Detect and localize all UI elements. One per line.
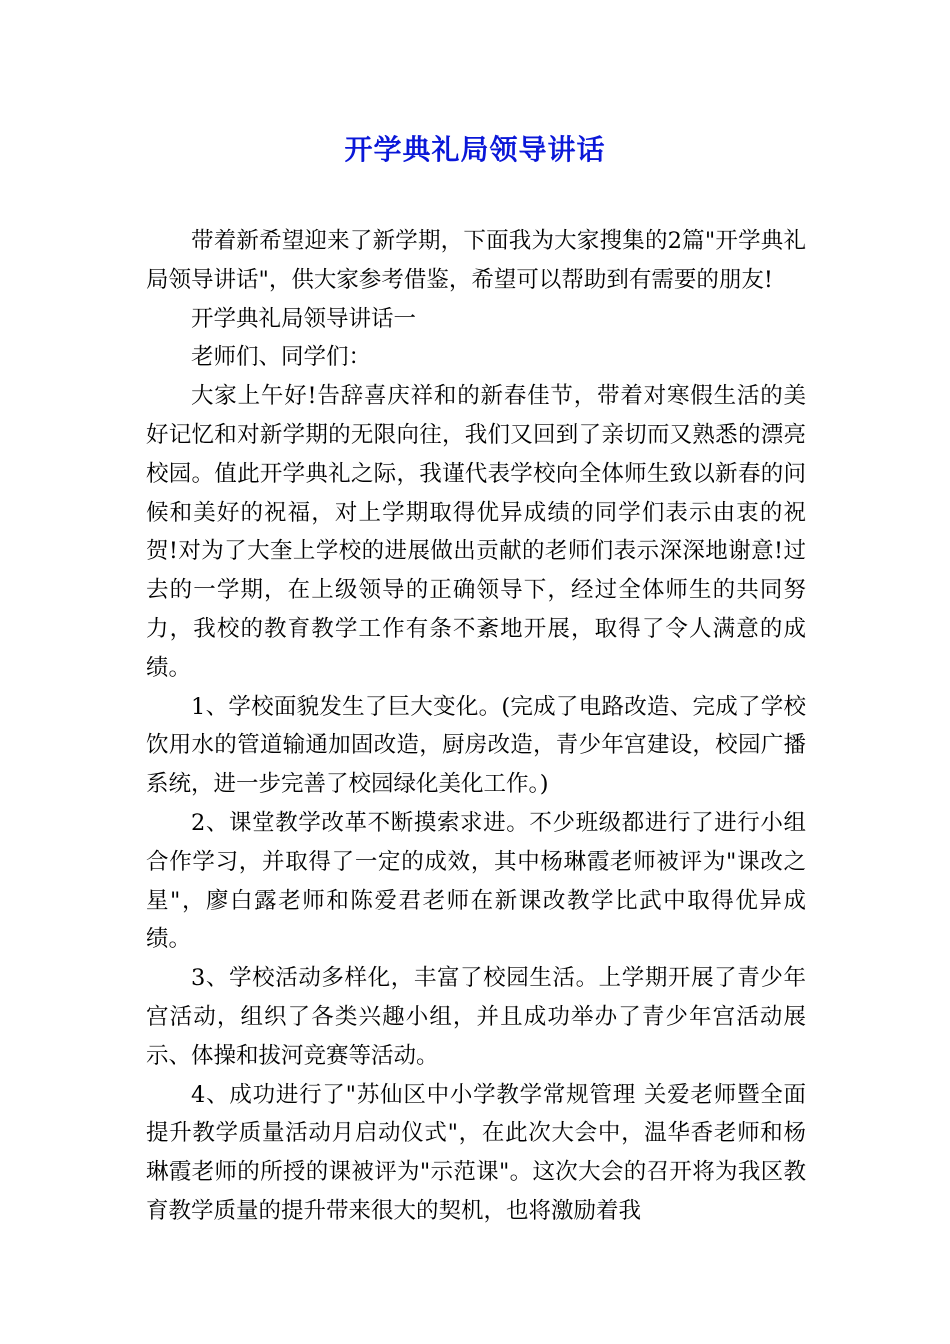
document-title: 开学典礼局领导讲话	[344, 133, 606, 166]
list-item-1: 1、学校面貌发生了巨大变化。(完成了电路改造、完成了学校饮用水的管道输通加固改造，厨房改造，青少年宫建设，校园广播系统，进一步完善了校园绿化美化工作。)	[146, 693, 806, 798]
intro-paragraph: 带着新希望迎来了新学期，下面我为大家搜集的2篇"开学典礼局领导讲话"，供大家参考借鉴，希望可以帮助到有需要的朋友!	[146, 228, 806, 293]
salutation: 老师们、同学们：	[191, 344, 372, 371]
list-item-3: 3、学校活动多样化，丰富了校园生活。上学期开展了青少年宫活动，组织了各类兴趣小组，并且成功举办了青少年宫活动展示、体操和拔河竞赛等活动。	[146, 965, 806, 1069]
list-item-2: 2、课堂教学改革不断摸索求进。不少班级都进行了进行小组合作学习，并取得了一定的成效，其中杨琳霞老师被评为"课改之星"，廖白露老师和陈爱君老师在新课改教学比武中取得优异成绩。	[146, 809, 806, 953]
document-body	[146, 222, 806, 1231]
list-item-4: 4、成功进行了"苏仙区中小学教学常规管理 关爱老师暨全面提升教学质量活动月启动仪式"，在此次大会中，温华香老师和杨琳霞老师的所授的课被评为"示范课"。这次大会的召开将为我区教育教学质量的提升带来很大的契机，也将激励着我	[146, 1081, 806, 1224]
section-heading: 开学典礼局领导讲话一	[191, 305, 417, 332]
body-paragraph: 大家上午好!告辞喜庆祥和的新春佳节，带着对寒假生活的美好记忆和对新学期的无限向往，我们又回到了亲切而又熟悉的漂亮校园。值此开学典礼之际，我谨代表学校向全体师生致以新春的问候和美好的祝福，对上学期取得优异成绩的同学们表示由衷的祝贺!对为了大奎上学校的进展做出贡献的老师们表示深深地谢意!过去的一学期，在上级领导的正确领导下，经过全体师生的共同努力，我校的教育教学工作有条不紊地开展，取得了令人满意的成绩。	[146, 383, 806, 681]
